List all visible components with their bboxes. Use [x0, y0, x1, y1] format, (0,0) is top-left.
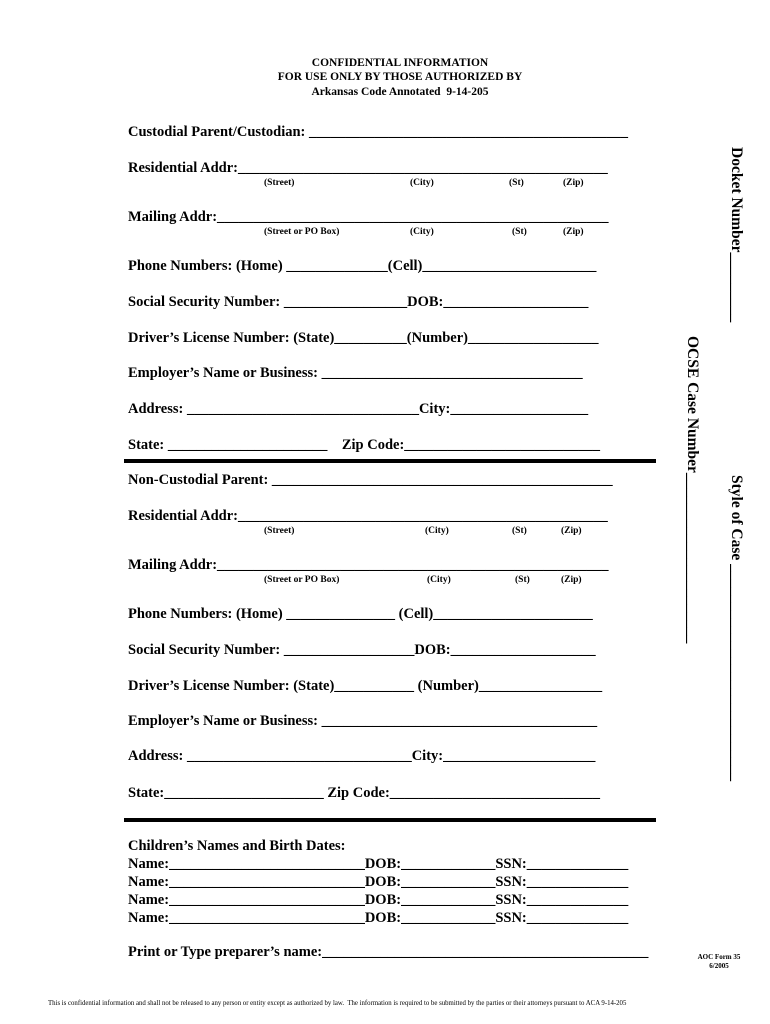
- noncustodial-state-zip-field[interactable]: State:______________________ Zip Code:_____________________________: [128, 785, 601, 801]
- noncustodial-mail-city-label: (City): [427, 575, 451, 585]
- noncustodial-phone-field[interactable]: Phone Numbers: (Home) _______________ (Cell)______________________: [128, 606, 593, 622]
- noncustodial-ssn-dob-field[interactable]: Social Security Number: __________________DOB:____________________: [128, 642, 596, 658]
- custodial-res-zip-label: (Zip): [563, 178, 584, 188]
- form-number: AOC Form 35: [697, 953, 741, 961]
- custodial-res-st-label: (St): [509, 178, 524, 188]
- children-heading: Children’s Names and Birth Dates:: [128, 838, 346, 854]
- custodial-parent-field[interactable]: Custodial Parent/Custodian: ____________________________________________: [128, 124, 629, 140]
- header-title: CONFIDENTIAL INFORMATION: [311, 57, 489, 69]
- custodial-phone-field[interactable]: Phone Numbers: (Home) ______________(Cell)________________________: [128, 258, 597, 274]
- custodial-mail-st-label: (St): [512, 227, 527, 237]
- noncustodial-res-city-label: (City): [425, 526, 449, 536]
- noncustodial-mail-zip-label: (Zip): [561, 575, 582, 585]
- noncustodial-res-street-label: (Street): [264, 526, 295, 536]
- header-subtitle: FOR USE ONLY BY THOSE AUTHORIZED BY: [277, 71, 523, 83]
- noncustodial-res-st-label: (St): [512, 526, 527, 536]
- noncustodial-residential-addr-field[interactable]: Residential Addr:___________________________________________________: [128, 508, 608, 524]
- custodial-mail-street-label: (Street or PO Box): [264, 227, 340, 237]
- section-divider: [124, 818, 656, 822]
- custodial-ssn-dob-field[interactable]: Social Security Number: _________________DOB:____________________: [128, 294, 589, 310]
- noncustodial-employer-field[interactable]: Employer’s Name or Business: ______________________________________: [128, 713, 598, 729]
- noncustodial-mailing-addr-field[interactable]: Mailing Addr:______________________________________________________: [128, 557, 609, 573]
- noncustodial-parent-field[interactable]: Non-Custodial Parent: _______________________________________________: [128, 472, 613, 488]
- section-divider: [124, 459, 656, 463]
- noncustodial-license-field[interactable]: Driver’s License Number: (State)___________ (Number)_________________: [128, 678, 603, 694]
- custodial-residential-addr-field[interactable]: Residential Addr:___________________________________________________: [128, 160, 608, 176]
- style-of-case-field[interactable]: Style of Case ____________________________: [728, 475, 745, 782]
- custodial-employer-field[interactable]: Employer’s Name or Business: ____________________________________: [128, 365, 583, 381]
- docket-number-field[interactable]: Docket Number_________: [728, 147, 745, 323]
- noncustodial-address-city-field[interactable]: Address: _______________________________City:_____________________: [128, 748, 596, 764]
- custodial-res-city-label: (City): [410, 178, 434, 188]
- custodial-mailing-addr-field[interactable]: Mailing Addr:______________________________________________________: [128, 209, 609, 225]
- child-row[interactable]: Name:___________________________DOB:_____________SSN:______________: [128, 856, 629, 872]
- header-statute: Arkansas Code Annotated 9-14-205: [311, 86, 489, 98]
- noncustodial-mail-street-label: (Street or PO Box): [264, 575, 340, 585]
- child-row[interactable]: Name:___________________________DOB:_____________SSN:______________: [128, 874, 629, 890]
- custodial-mail-zip-label: (Zip): [563, 227, 584, 237]
- noncustodial-mail-st-label: (St): [515, 575, 530, 585]
- noncustodial-res-zip-label: (Zip): [561, 526, 582, 536]
- confidentiality-footer: This is confidential information and shall not be released to any person or entity except as authorized by law. The information is required to be submitted by the parties or their attorneys pursuant to ACA 9-14-205: [48, 1000, 627, 1007]
- custodial-address-city-field[interactable]: Address: ________________________________City:___________________: [128, 401, 589, 417]
- custodial-res-street-label: (Street): [264, 178, 295, 188]
- child-row[interactable]: Name:___________________________DOB:_____________SSN:______________: [128, 892, 629, 908]
- preparer-name-field[interactable]: Print or Type preparer’s name:_____________________________________________: [128, 944, 649, 960]
- custodial-license-field[interactable]: Driver’s License Number: (State)__________(Number)__________________: [128, 330, 599, 346]
- custodial-mail-city-label: (City): [410, 227, 434, 237]
- ocse-case-number-field[interactable]: OCSE Case Number______________________: [684, 336, 701, 644]
- child-row[interactable]: Name:___________________________DOB:_____________SSN:______________: [128, 910, 629, 926]
- custodial-state-zip-field[interactable]: State: ______________________ Zip Code:___________________________: [128, 437, 601, 453]
- form-date: 6/2005: [709, 962, 729, 970]
